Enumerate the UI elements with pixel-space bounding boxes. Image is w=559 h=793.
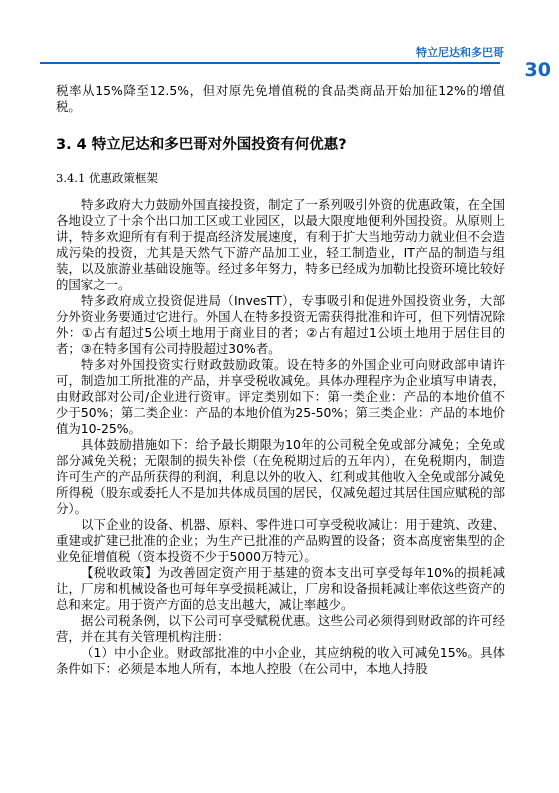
subsection-title: 3.4.1 优惠政策框架 xyxy=(56,171,158,185)
body-paragraph: 以下企业的设备、机器、原料、零件进口可享受税收减让：用于建筑、改建、重建或扩建已批准的企业；为生产已批准的产品购置的设备；资本高度密集型的企业免征增值税（资本投资不少于5000万特元）。 xyxy=(56,517,505,564)
body-paragraph: 【税收政策】为改善固定资产用于基建的资本支出可享受每年10%的损耗减让，厂房和机械设备也可每年享受损耗减让，厂房和设备损耗减让率依这些资产的总和来定。用于资产方面的总支出越大，减让率越少。 xyxy=(56,565,505,612)
body-paragraph: 特多政府成立投资促进局（InvesTT），专事吸引和促进外国投资业务，大部分外资业务要通过它进行。外国人在特多投资无需获得批准和许可，但下列情况除外：①占有超过5公顷土地用于商业目的者；②占有超过1公顷土地用于居住目的者；③在特多国有公司持股超过30%者。 xyxy=(56,293,505,356)
body-paragraph: 具体鼓励措施如下：给予最长期限为10年的公司税全免或部分减免；全免或部分减免关税；无限制的损失补偿（在免税期过后的五年内），在免税期内，制造许可生产的产品所获得的利润，利息以外的收入、红利或其他收入全免或部分减免所得税（股东或委托人不是加共体成员国的居民，仅减免超过其居住国应赋税的部分）。 xyxy=(56,437,505,516)
running-header: 特立尼达和多巴哥 xyxy=(416,46,504,59)
header-rule xyxy=(40,62,500,64)
body-paragraph: 特多政府大力鼓励外国直接投资，制定了一系列吸引外资的优惠政策，在全国各地设立了十余个出口加工区或工业园区，以最大限度地便利外国投资。从原则上讲，特多欢迎所有有利于提高经济发展速度，有利于扩大当地劳动力就业但不会造成污染的投资，尤其是天然气下游产品加工业，轻工制造业，IT产品的制造与组装，以及旅游业基础设施等。经过多年努力，特多已经成为加勒比投资环境比较好的国家之一。 xyxy=(56,197,505,292)
section-title: 3. 4 特立尼达和多巴哥对外国投资有何优惠? xyxy=(56,137,347,153)
body-paragraph: 特多对外国投资实行财政鼓励政策。设在特多的外国企业可向财政部申请许可，制造加工所批准的产品，并享受税收减免。具体办理程序为企业填写申请表，由财政部对公司/企业进行资审。评定类别如下：第一类企业：产品的本地价值不少于50%；第二类企业：产品的本地价值为25-50%；第三类企业：产品的本地价值为10-25%。 xyxy=(56,357,505,436)
body-paragraph: 据公司税条例，以下公司可享受赋税优惠。这些公司必须得到财政部的许可经营，并在其有关管理机构注册： xyxy=(56,613,505,644)
intro-paragraph: 税率从15%降至12.5%，但对原先免增值税的食品类商品开始加征12%的增值税。 xyxy=(56,83,505,114)
page-number: 30 xyxy=(524,59,551,81)
page-body xyxy=(56,83,505,677)
body-paragraph: （1）中小企业。财政部批准的中小企业，其应纳税的收入可减免15%。具体条件如下：必须是本地人所有，本地人控股（在公司中，本地人持股 xyxy=(56,645,505,676)
